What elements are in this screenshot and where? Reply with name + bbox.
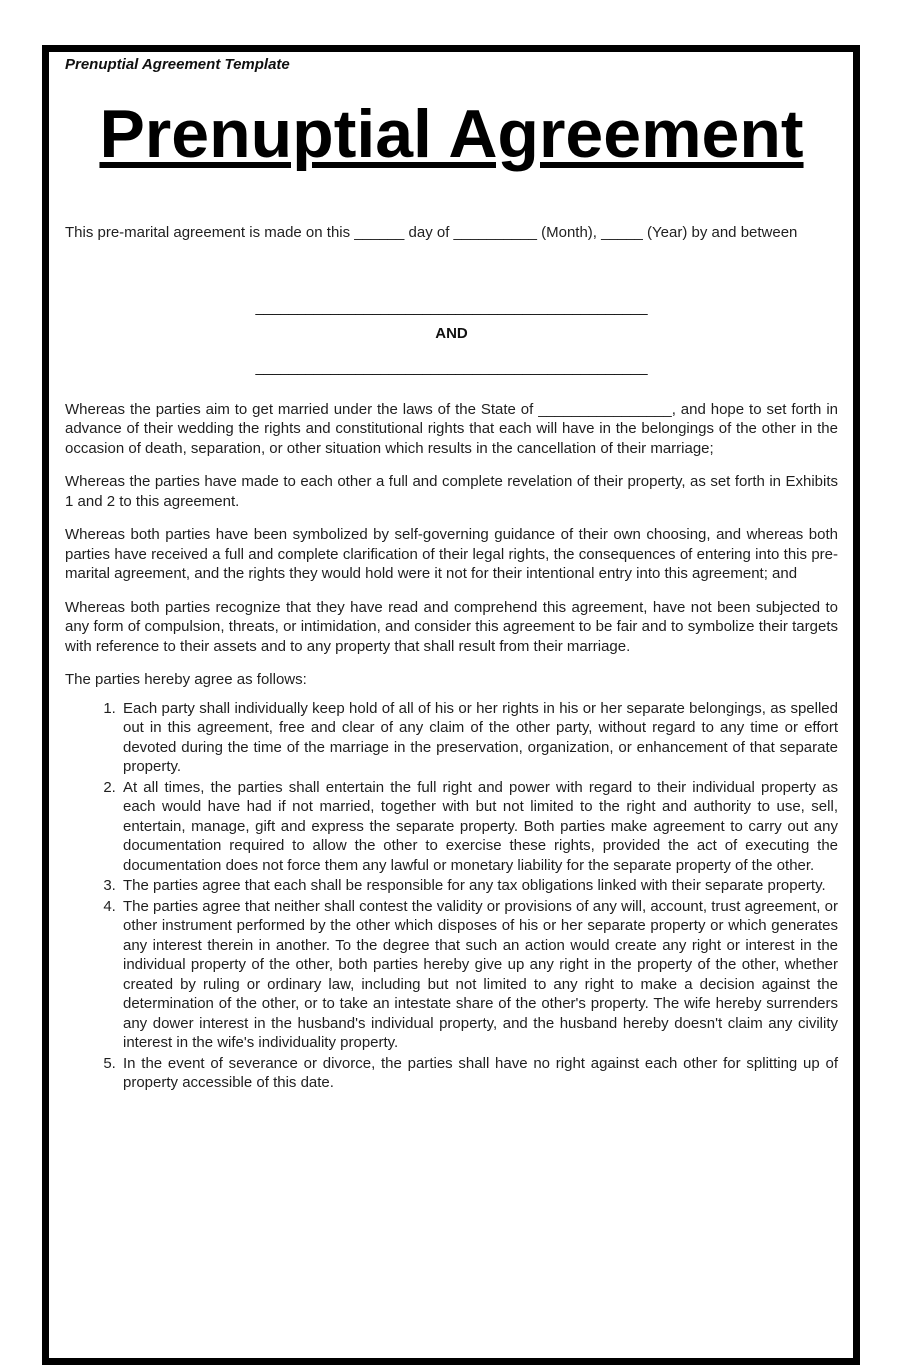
and-label: AND xyxy=(435,325,468,343)
term-item-5: 5. In the event of severance or divorce, the parties shall have no right against each other for splitting up of property accessible of this date. xyxy=(120,1054,838,1093)
term-item-1: 1. Each party shall individually keep hold of all of his or her rights in his or her separate belongings, as spelled out in this agreement, free and clear of any claim of the other party, without regard to any time or effort devoted during the time of the marriage in the preservation, organization, or enhancement of that separate property. xyxy=(120,699,838,777)
template-label: Prenuptial Agreement Template xyxy=(65,56,290,73)
term-item-4: 4. The parties agree that neither shall contest the validity or provisions of any will, account, trust agreement, or other instrument performed by the other which disposes of his or her separate property or which generates any interest therein in another. To the degree that such an action would create any right or interest in the individual property of the other, both parties hereby give up any right in the property of the other, whether created by ruling or ordinary law, including but not limited to any right to make a decision against the determination of the other, or to take an intestate share of the other's property. The wife hereby surrenders any dower interest in the husband's individual property, and the husband hereby doesn't claim any civility interest in the wife's individuality property. xyxy=(120,897,838,1053)
whereas-paragraph-4: Whereas both parties recognize that they have read and comprehend this agreement, have not been subjected to any form of compulsion, threats, or intimidation, and consider this agreement to be fair and to symbolize their targets with reference to their assets and to any property that shall result from their marriage. xyxy=(65,598,838,655)
term-item-2: 2. At all times, the parties shall entertain the full right and power with regard to their individual property as each would have had if not married, together with but not limited to the right and authority to use, sell, entertain, manage, gift and express the separate property. Both parties make agreement to carry out any documentation required to allow the other to exercise these rights, provided the act of executing the documentation does not force them any lawful or monetary liability for the separate property of the other. xyxy=(120,778,838,876)
term-item-3: 3. The parties agree that each shall be responsible for any tax obligations linked with their separate property. xyxy=(120,876,838,896)
whereas-paragraph-1: Whereas the parties aim to get married under the laws of the State of ________________, and hope to set forth in advance of their wedding the rights and constitutional rights that each will have in the belongings of the other in the occasion of death, separation, or other situation which results in the cancellation of their marriage; xyxy=(65,400,838,457)
intro-paragraph: This pre-marital agreement is made on this ______ day of __________ (Month), _____ (Year) by and between xyxy=(65,224,798,242)
whereas-paragraph-2: Whereas the parties have made to each other a full and complete revelation of their property, as set forth in Exhibits 1 and 2 to this agreement. xyxy=(65,473,838,510)
document-page-border xyxy=(42,45,860,1365)
party-name-blank-line-2: _______________________________________________ xyxy=(255,359,648,377)
terms-list xyxy=(65,699,838,1093)
whereas-paragraph-3: Whereas both parties have been symbolized by self-governing guidance of their own choosing, and whereas both parties have received a full and complete clarification of their legal rights, the consequences of entering into this pre-marital agreement, and the rights they would hold were it not for their intentional entry into this agreement; and xyxy=(65,526,838,583)
document-title: Prenuptial Agreement xyxy=(99,96,804,172)
party-name-blank-line-1: _______________________________________________ xyxy=(255,298,648,316)
agreement-intro-line: The parties hereby agree as follows: xyxy=(65,671,307,689)
